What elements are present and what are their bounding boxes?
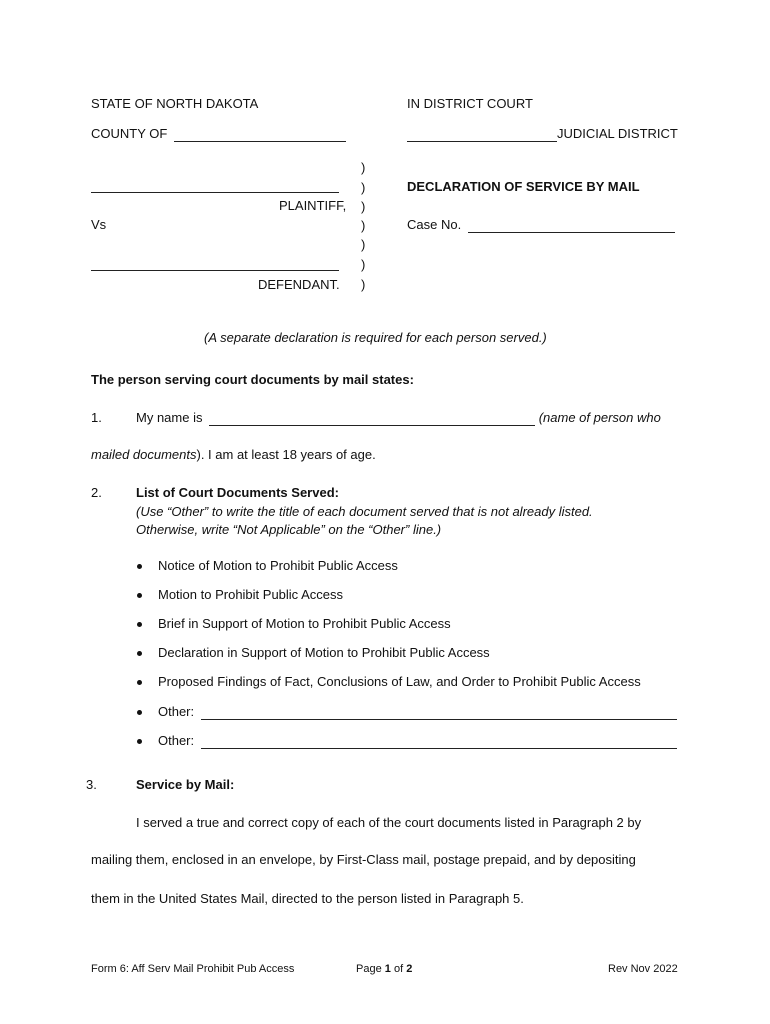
defendant-label: DEFENDANT.	[258, 277, 340, 292]
other-document-field[interactable]	[201, 704, 677, 720]
item3-heading: Service by Mail:	[136, 777, 235, 792]
bullet-icon	[137, 651, 142, 656]
other-label: Other:	[158, 733, 195, 748]
bullet-icon	[137, 739, 142, 744]
item2-heading: List of Court Documents Served:	[136, 485, 339, 500]
other-document-line	[158, 733, 677, 749]
footer-page-number	[356, 963, 412, 975]
page-word: Page	[356, 963, 382, 975]
case-number-label	[407, 217, 675, 233]
item3-text-line: mailing them, enclosed in an envelope, by First-Class mail, postage prepaid, and by depositing	[91, 852, 636, 867]
plaintiff-name-field[interactable]	[91, 192, 339, 193]
judicial-district-field[interactable]	[407, 126, 557, 142]
item1-cont-rest: ). I am at least 18 years of age.	[196, 447, 376, 462]
item3-text-line: I served a true and correct copy of each of the court documents listed in Paragraph 2 by	[136, 815, 642, 830]
other-label: Other:	[158, 704, 195, 719]
other-document-line	[158, 704, 677, 720]
intro-heading: The person serving court documents by mail states:	[91, 372, 414, 387]
of-word: of	[393, 963, 404, 975]
plaintiff-label: PLAINTIFF,	[279, 198, 347, 213]
state-name: STATE OF NORTH DAKOTA	[91, 96, 259, 111]
item2-number: 2.	[91, 485, 102, 500]
bullet-icon	[137, 680, 142, 685]
bullet-icon	[137, 710, 142, 715]
county-label-text: COUNTY OF	[91, 126, 168, 141]
footer-form-name: Form 6: Aff Serv Mail Prohibit Pub Access	[91, 963, 295, 975]
bullet-icon	[137, 564, 142, 569]
bullet-icon	[137, 593, 142, 598]
defendant-name-field[interactable]	[91, 270, 339, 271]
item3-text-line: them in the United States Mail, directed to the person listed in Paragraph 5.	[91, 891, 524, 906]
judicial-district-label	[407, 126, 678, 142]
caption-paren: )	[361, 199, 366, 214]
item1-prefix: My name is	[136, 410, 203, 425]
page-current: 1	[384, 963, 391, 975]
item1-suffix: (name of person who	[538, 410, 661, 425]
item1-line	[136, 410, 661, 426]
footer-revision: Rev Nov 2022	[608, 963, 678, 975]
court-name: IN DISTRICT COURT	[407, 96, 533, 111]
document-list-item: Motion to Prohibit Public Access	[158, 587, 343, 602]
document-list-item: Proposed Findings of Fact, Conclusions of Law, and Order to Prohibit Public Access	[158, 674, 641, 689]
county-label	[91, 126, 346, 142]
document-list-item: Declaration in Support of Motion to Prohibit Public Access	[158, 645, 490, 660]
other-document-field[interactable]	[201, 733, 677, 749]
case-number-field[interactable]	[468, 217, 675, 233]
item1-number: 1.	[91, 410, 102, 425]
item2-instruction-2: Otherwise, write “Not Applicable” on the “Other” line.)	[136, 522, 442, 537]
judicial-district-text: JUDICIAL DISTRICT	[557, 126, 678, 141]
case-number-text: Case No.	[407, 217, 462, 232]
vs-label: Vs	[91, 217, 107, 232]
bullet-icon	[137, 622, 142, 627]
caption-paren: )	[361, 277, 366, 292]
separate-declaration-note: (A separate declaration is required for each person served.)	[204, 330, 547, 345]
caption-paren: )	[361, 160, 366, 175]
item1-continuation	[91, 447, 376, 462]
county-field[interactable]	[174, 126, 346, 142]
document-list-item: Brief in Support of Motion to Prohibit Public Access	[158, 616, 451, 631]
document-list-item: Notice of Motion to Prohibit Public Access	[158, 558, 398, 573]
page-total: 2	[406, 963, 413, 975]
item1-cont-italic: mailed documents	[91, 447, 197, 462]
caption-paren: )	[361, 218, 366, 233]
server-name-field[interactable]	[209, 410, 535, 426]
caption-paren: )	[361, 237, 366, 252]
item2-instruction-1: (Use “Other” to write the title of each document served that is not already listed.	[136, 504, 593, 519]
document-title: DECLARATION OF SERVICE BY MAIL	[407, 179, 640, 194]
caption-paren: )	[361, 180, 366, 195]
caption-paren: )	[361, 257, 366, 272]
item3-number: 3.	[86, 777, 97, 792]
